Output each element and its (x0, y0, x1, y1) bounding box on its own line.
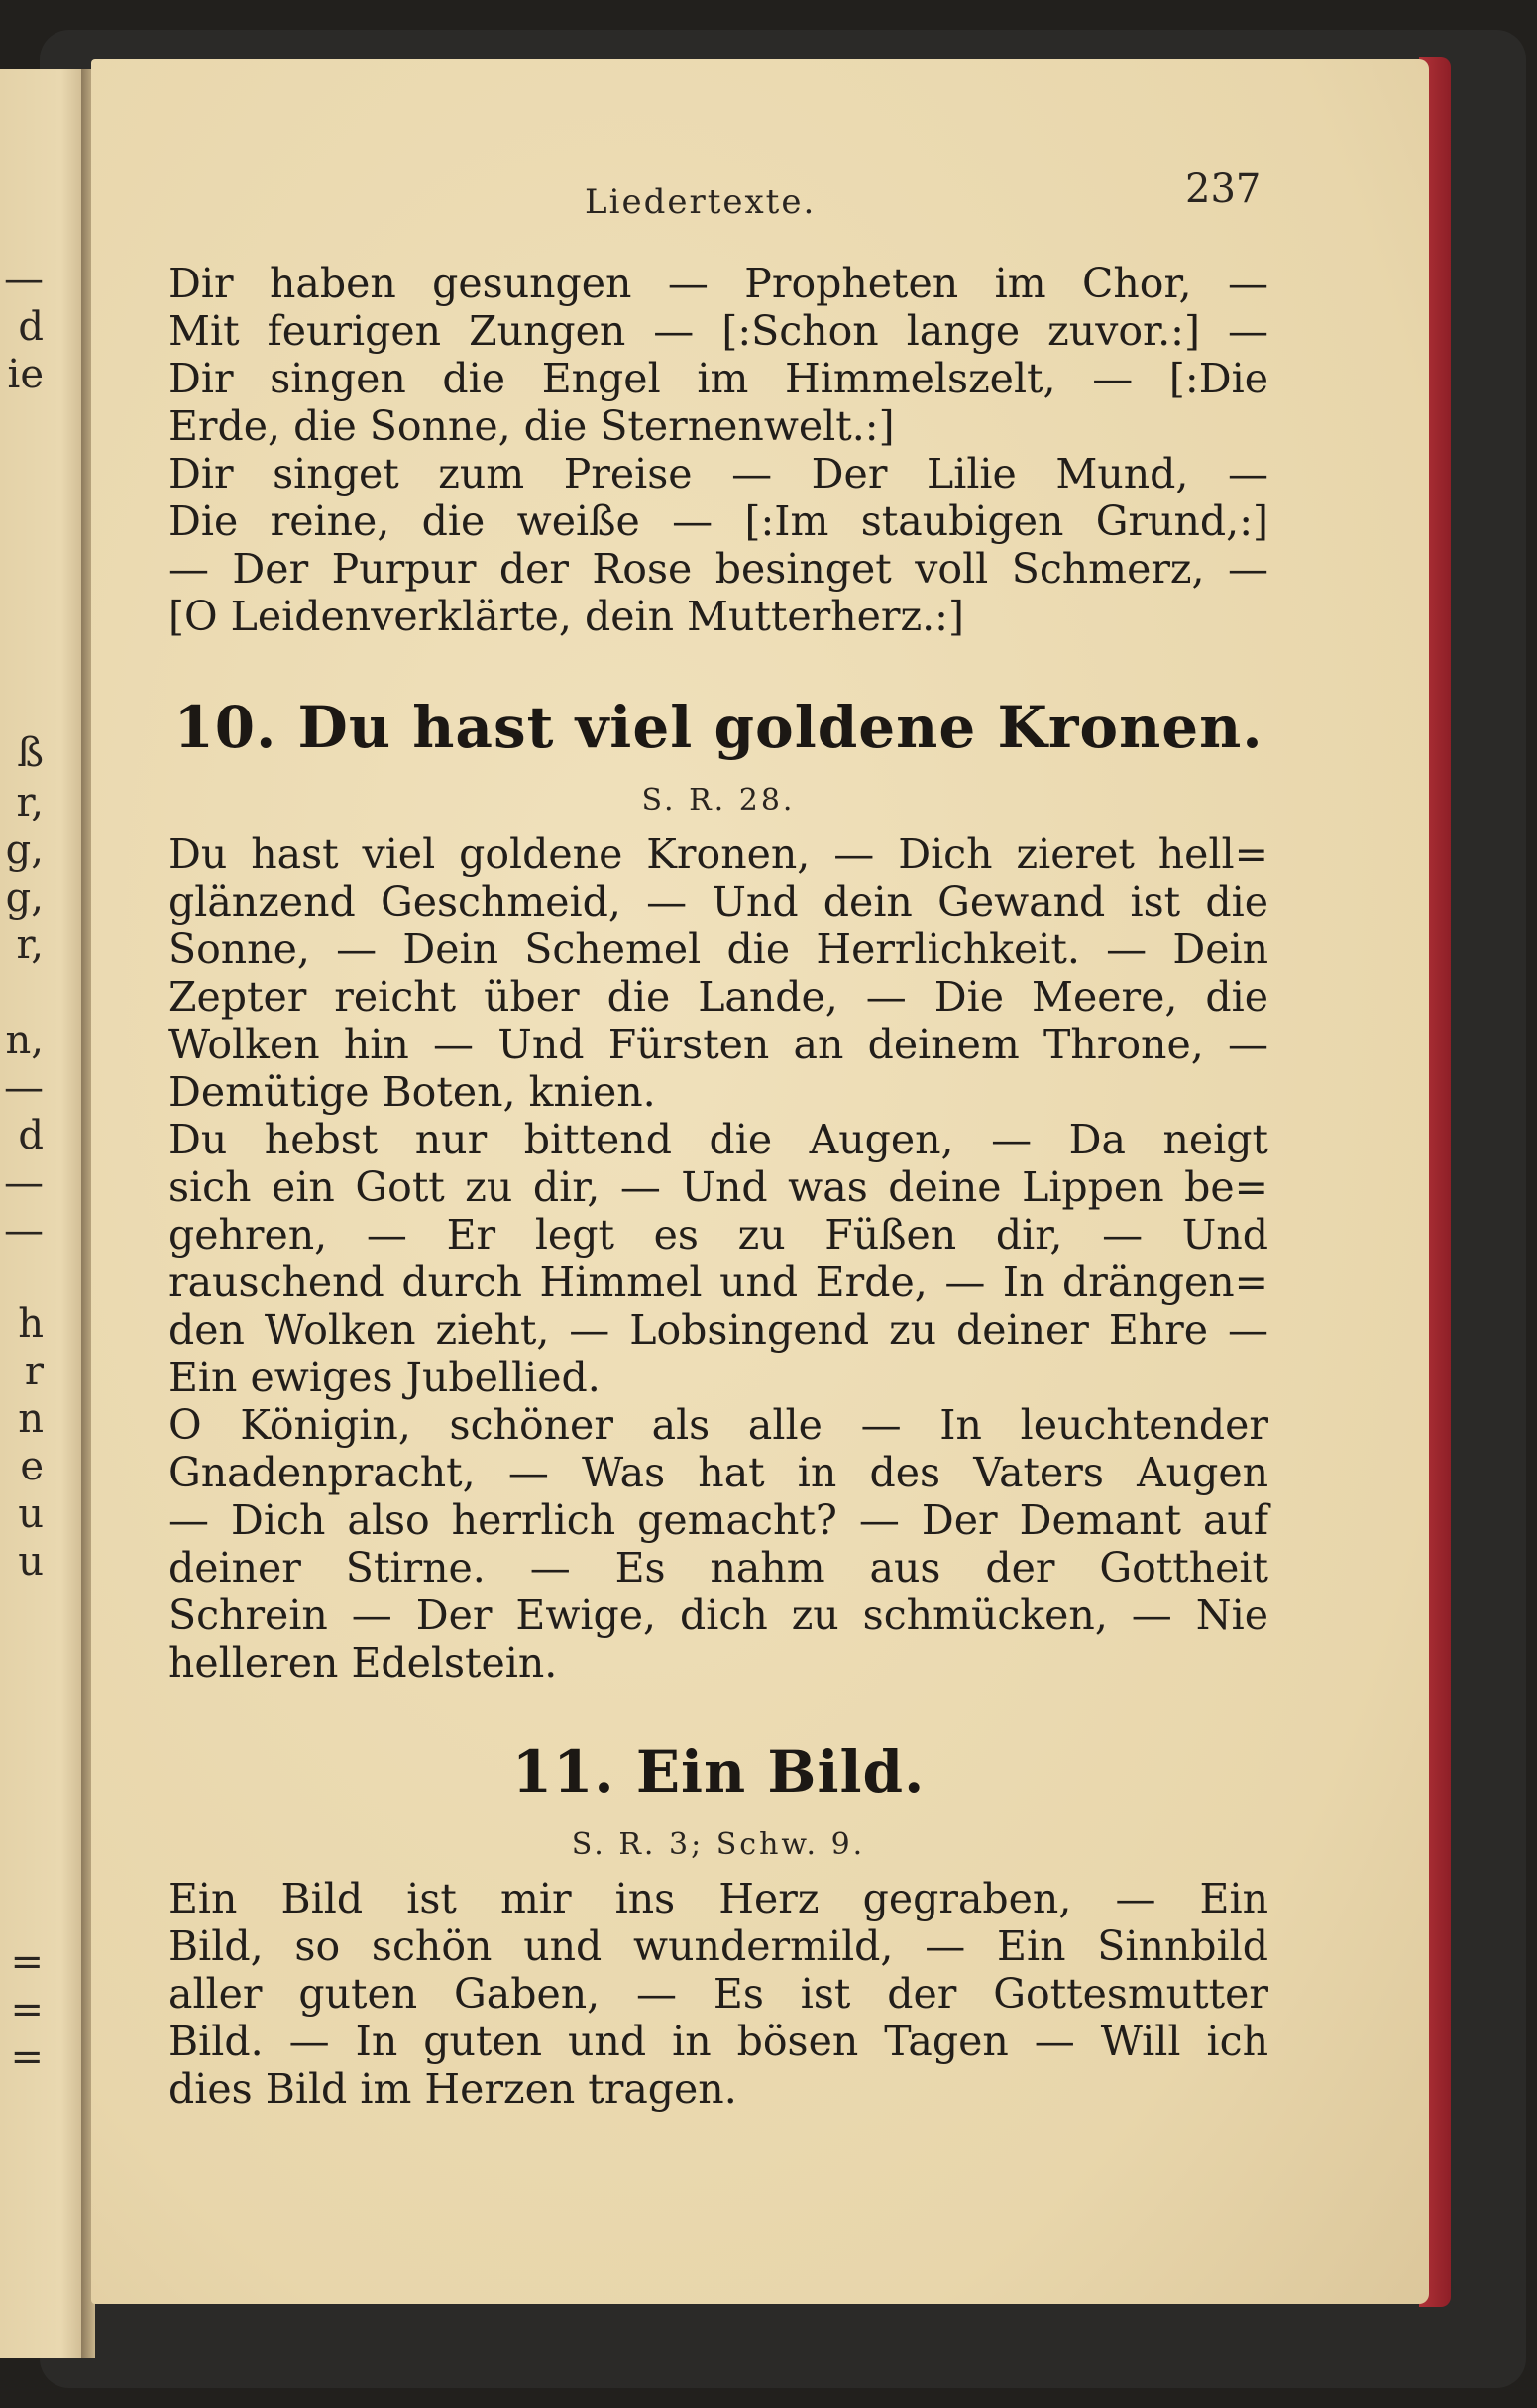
text-line: dies Bild im Herzen tragen. (168, 2065, 737, 2113)
text-line: Du hast viel goldene Kronen, — Dich zieret hell= (168, 830, 1268, 878)
song-10-text (168, 830, 1268, 1687)
text-line: Sonne, — Dein Schemel die Herrlichkeit. — Dein (168, 926, 1268, 973)
left-page-fragment: r, (16, 780, 44, 825)
song-11-text (168, 1875, 1268, 2113)
left-page-fragment: — (4, 1065, 44, 1111)
text-line: Erde, die Sonne, die Sternenwelt.:] (168, 402, 895, 450)
intro-stanzas (168, 260, 1268, 640)
left-page-fragment: g, (5, 875, 44, 921)
left-page-fragment: d (18, 304, 44, 350)
left-page-fragment: = (10, 2034, 44, 2080)
text-line: Schrein — Der Ewige, dich zu schmücken, — Nie (168, 1591, 1268, 1639)
left-page-fragment: n, (5, 1018, 44, 1063)
left-page-fragment: — (4, 1208, 44, 1254)
song-11-source: S. R. 3; Schw. 9. (571, 1827, 866, 1862)
text-line: Du hebst nur bittend die Augen, — Da neigt (168, 1116, 1268, 1163)
left-page-fragment: ie (7, 352, 44, 397)
song-10-source: S. R. 28. (641, 783, 796, 818)
text-line: O Königin, schöner als alle — In leuchtender (168, 1401, 1268, 1449)
text-line: Dir haben gesungen — Propheten im Chor, — (168, 260, 1268, 307)
text-line: Dir singen die Engel im Himmelszelt, — [:Die (168, 355, 1268, 402)
text-line: rauschend durch Himmel und Erde, — In drängen= (168, 1259, 1268, 1306)
text-line: Zepter reicht über die Lande, — Die Meere, die (168, 973, 1268, 1021)
left-page-fragment: g, (5, 827, 44, 873)
left-page-fragment: r, (16, 923, 44, 968)
left-page-fragment: u (18, 1491, 44, 1537)
page-number: 237 (1185, 166, 1262, 212)
left-page-fragment: ß (17, 730, 44, 776)
left-page-fragment: — (4, 257, 44, 302)
text-line: gehren, — Er legt es zu Füßen dir, — Und (168, 1211, 1268, 1259)
text-line: — Der Purpur der Rose besinget voll Schmerz, — (168, 545, 1268, 593)
left-page-fragment: h (18, 1301, 44, 1347)
text-line: [O Leidenverklärte, dein Mutterherz.:] (168, 593, 964, 640)
left-page-fragment: — (4, 1160, 44, 1206)
song-11-title: 11. Ein Bild. (511, 1738, 926, 1806)
left-page-fragment: r (24, 1349, 44, 1394)
text-line: Dir singet zum Preise — Der Lilie Mund, — (168, 450, 1268, 497)
text-line: Bild. — In guten und in bösen Tagen — Will ich (168, 2018, 1268, 2065)
left-page-fragment: n (18, 1396, 44, 1442)
text-line: den Wolken zieht, — Lobsingend zu deiner Ehre — (168, 1306, 1268, 1354)
text-line: Ein Bild ist mir ins Herz gegraben, — Ein (168, 1875, 1268, 1922)
text-line: helleren Edelstein. (168, 1639, 558, 1687)
text-line: Mit feurigen Zungen — [:Schon lange zuvor.:] — (168, 307, 1268, 355)
text-line: deiner Stirne. — Es nahm aus der Gottheit (168, 1544, 1268, 1591)
text-line: Demütige Boten, knien. (168, 1068, 656, 1116)
text-line: Wolken hin — Und Fürsten an deinem Throne, — (168, 1021, 1268, 1068)
left-page-fragment: = (10, 1987, 44, 2032)
text-line: glänzend Geschmeid, — Und dein Gewand ist die (168, 878, 1268, 926)
text-line: aller guten Gaben, — Es ist der Gottesmutter (168, 1970, 1268, 2018)
text-line: sich ein Gott zu dir, — Und was deine Lippen be= (168, 1163, 1268, 1211)
left-page-fragment: d (18, 1113, 44, 1158)
text-line: Ein ewiges Jubellied. (168, 1354, 601, 1401)
left-page-edge (0, 69, 87, 2358)
left-page-fragment: u (18, 1539, 44, 1585)
text-line: Die reine, die weiße — [:Im staubigen Grund,:] (168, 497, 1268, 545)
song-10-title: 10. Du hast viel goldene Kronen. (173, 694, 1263, 761)
text-line: — Dich also herrlich gemacht? — Der Demant auf (168, 1496, 1268, 1544)
left-page-fragment: e (20, 1444, 44, 1489)
text-line: Bild, so schön und wundermild, — Ein Sinnbild (168, 1922, 1268, 1970)
text-line: Gnadenpracht, — Was hat in des Vaters Augen (168, 1449, 1268, 1496)
left-page-fragment: = (10, 1939, 44, 1985)
running-head: Liedertexte. (585, 182, 817, 222)
